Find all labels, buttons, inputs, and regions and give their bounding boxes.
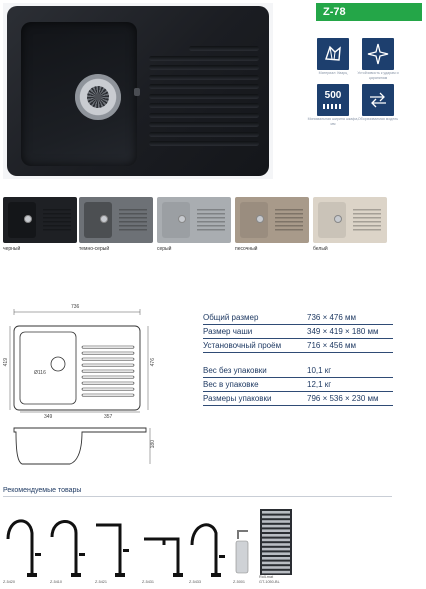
color-swatch[interactable] xyxy=(79,197,153,243)
drawing-groove xyxy=(82,394,134,396)
drainboard-groove xyxy=(149,122,259,127)
spec-value: 736 × 476 мм xyxy=(307,313,357,322)
spec-label: Размер чаши xyxy=(203,327,253,336)
product-faucet-1[interactable] xyxy=(8,521,41,577)
product-dispenser[interactable] xyxy=(236,531,248,573)
drawing-groove xyxy=(82,370,134,372)
spec-row xyxy=(203,364,393,378)
dim-bowl-width: 349 xyxy=(44,414,53,420)
drainboard xyxy=(149,46,261,152)
spec-row xyxy=(203,325,393,339)
spec-value: 12,1 кг xyxy=(307,380,332,389)
mat-slat xyxy=(262,529,290,532)
recommended-products xyxy=(0,505,426,585)
product-label: Z-5431 xyxy=(142,580,155,584)
mat-slat xyxy=(262,566,290,569)
mat-slat xyxy=(262,552,290,555)
color-label: серый xyxy=(157,246,172,252)
spec-value: 349 × 419 × 180 мм xyxy=(307,327,379,336)
spec-value: 716 × 456 мм xyxy=(307,341,357,350)
sink-hero-image xyxy=(3,3,273,179)
color-swatch[interactable] xyxy=(313,197,387,243)
drainboard-groove xyxy=(149,103,259,108)
drainboard-groove xyxy=(149,65,259,70)
product-label: Z-5001 xyxy=(233,580,246,584)
swatch-drain xyxy=(334,215,342,223)
product-label: Z-5420 xyxy=(3,580,16,584)
mat-slat xyxy=(262,543,290,546)
mat-slat xyxy=(262,562,290,565)
drainboard-groove xyxy=(149,75,259,80)
product-label: GT-1050-BL xyxy=(259,580,280,584)
dim-drain: Ø116 xyxy=(34,370,46,376)
feature-caption: Минимальная ширина шкафа, мм xyxy=(307,117,359,126)
color-swatch[interactable] xyxy=(235,197,309,243)
mat-slat xyxy=(262,548,290,551)
drawing-groove xyxy=(82,364,134,366)
dim-board-width: 357 xyxy=(104,414,113,420)
dim-depth: 180 xyxy=(150,440,156,449)
mat-slat xyxy=(262,525,290,528)
drawing-groove xyxy=(82,352,134,354)
feature-caption: Устойчивость к ударам и царапинам xyxy=(357,71,399,80)
product-roll-mat[interactable] xyxy=(260,509,292,575)
color-label: черный xyxy=(3,246,21,252)
drainboard-groove xyxy=(189,46,259,51)
reversible-icon xyxy=(362,84,394,116)
drain-strainer xyxy=(75,74,121,120)
product-faucet-2[interactable] xyxy=(52,521,85,577)
dim-bowl-height: 419 xyxy=(3,358,9,367)
product-faucet-3[interactable] xyxy=(96,525,129,577)
swatch-drainboard xyxy=(43,209,71,231)
swatch-drainboard xyxy=(275,209,303,231)
drainboard-groove xyxy=(149,132,259,137)
star-resistance-icon xyxy=(362,38,394,70)
mat-slat xyxy=(262,557,290,560)
color-label: белый xyxy=(313,246,328,252)
sink-body xyxy=(7,6,269,176)
stone-material-icon xyxy=(317,38,349,70)
spec-label: Размеры упаковки xyxy=(203,394,272,403)
color-swatch[interactable] xyxy=(157,197,231,243)
spec-label: Установочный проём xyxy=(203,341,282,350)
spec-row xyxy=(203,378,393,392)
product-label: Z-5433 xyxy=(189,580,202,584)
spec-row xyxy=(203,311,393,325)
feature-caption: Материал: Кварц xyxy=(318,71,348,75)
spec-row xyxy=(203,392,393,406)
500-icon xyxy=(317,84,349,116)
swatch-drainboard xyxy=(197,209,225,231)
overflow-hole xyxy=(134,88,140,96)
drawing-groove xyxy=(82,358,134,360)
side-view-drawing xyxy=(10,424,160,474)
spec-label: Общий размер xyxy=(203,313,259,322)
drainboard-groove xyxy=(149,94,259,99)
mat-slat xyxy=(262,534,290,537)
dim-width: 736 xyxy=(71,304,80,310)
swatch-drain xyxy=(24,215,32,223)
spec-value: 796 × 536 × 230 мм xyxy=(307,394,379,403)
spec-label: Вес в упаковке xyxy=(203,380,259,389)
swatch-drainboard xyxy=(119,209,147,231)
product-label: Roll-mat xyxy=(259,575,274,579)
mat-slat xyxy=(262,516,290,519)
spec-value: 10,1 кг xyxy=(307,366,332,375)
drainboard-groove xyxy=(149,56,259,61)
model-badge: Z-78 xyxy=(316,3,422,21)
color-label: песочный xyxy=(235,246,258,252)
drawing-groove xyxy=(82,376,134,378)
mat-slat xyxy=(262,511,290,514)
mat-slat xyxy=(262,539,290,542)
mat-slat xyxy=(262,520,290,523)
drawing-groove xyxy=(82,382,134,384)
drainboard-groove xyxy=(149,84,259,89)
spec-label: Вес без упаковки xyxy=(203,366,267,375)
top-view-drawing xyxy=(0,300,170,420)
drainboard-groove xyxy=(149,141,259,146)
swatch-drain xyxy=(178,215,186,223)
swatch-drainboard xyxy=(353,209,381,231)
product-faucet-5[interactable] xyxy=(192,525,225,577)
swatch-drain xyxy=(100,215,108,223)
color-label: темно-серый xyxy=(79,246,110,252)
product-label: Z-5410 xyxy=(50,580,63,584)
mat-slat xyxy=(262,571,290,574)
swatch-drain xyxy=(256,215,264,223)
product-label: Z-5421 xyxy=(95,580,108,584)
recommended-title: Рекомендуемые товары xyxy=(3,487,82,494)
drawing-groove xyxy=(82,346,134,348)
color-swatch[interactable] xyxy=(3,197,77,243)
drainboard-groove xyxy=(149,113,259,118)
spec-row xyxy=(203,339,393,353)
drawing-groove xyxy=(82,388,134,390)
dim-height: 476 xyxy=(150,358,156,367)
divider xyxy=(3,496,392,497)
product-faucet-4[interactable] xyxy=(144,539,183,577)
feature-caption: Оборачиваемая модель xyxy=(357,117,399,121)
min-cabinet-value: 500 xyxy=(324,90,342,101)
